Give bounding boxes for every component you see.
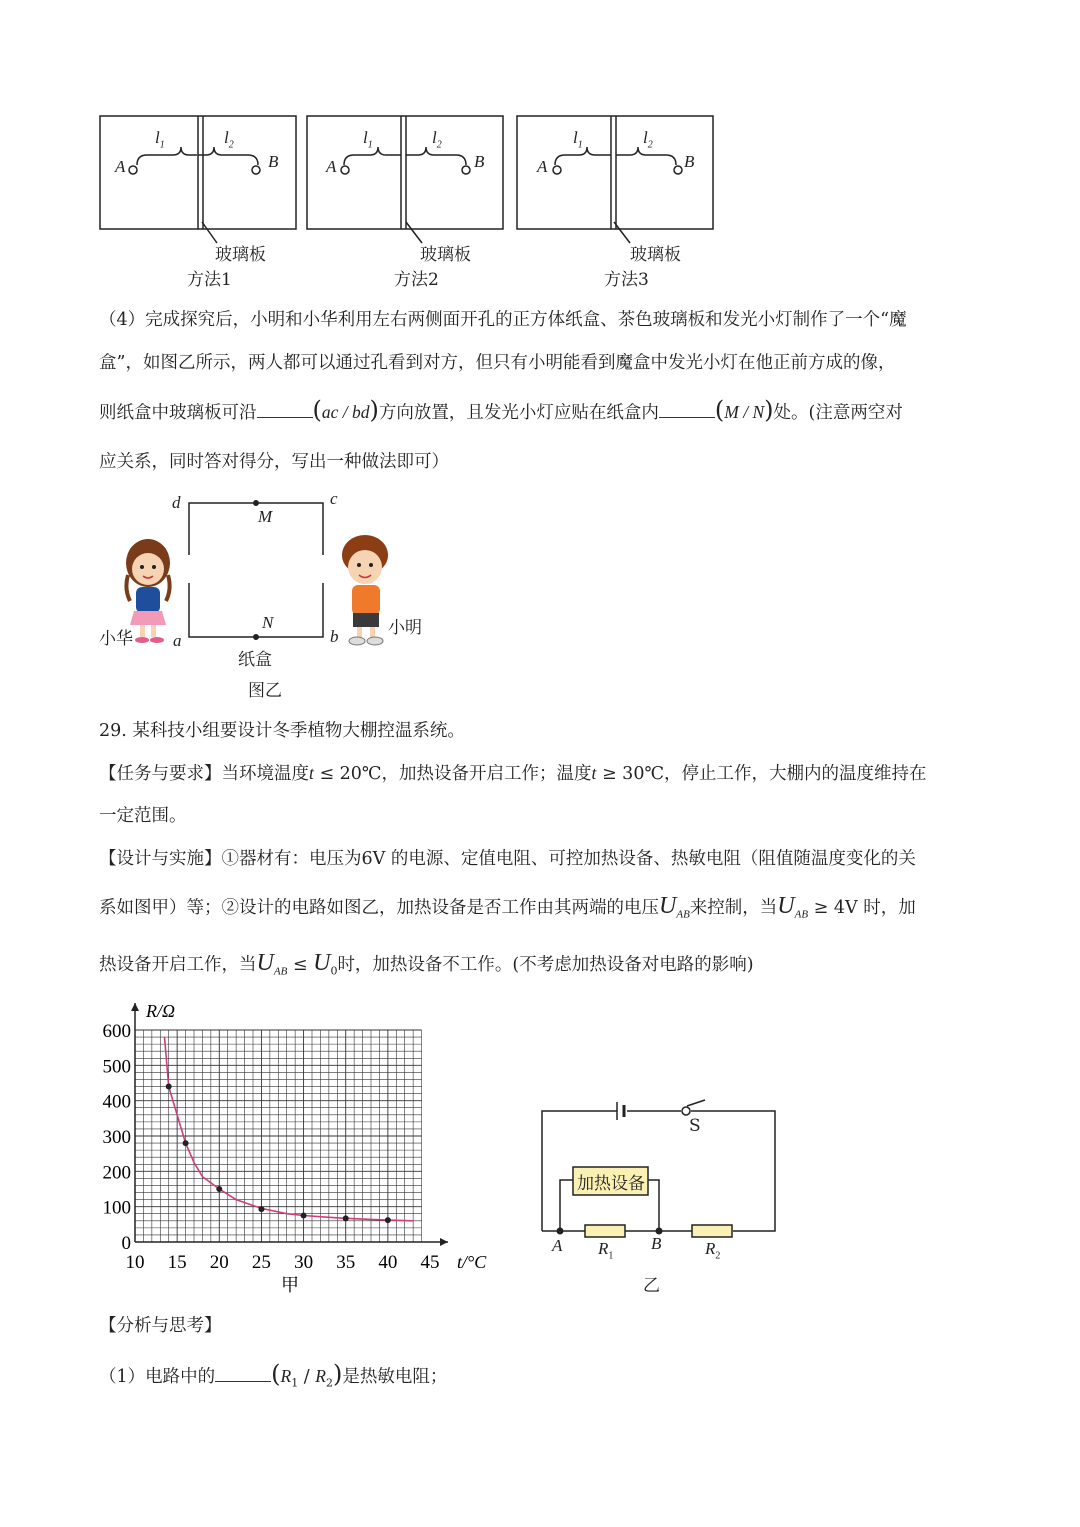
girl-label: 小华 <box>99 629 133 649</box>
boy-label: 小明 <box>388 618 422 638</box>
q4-line3: 则纸盒中玻璃板可沿 (ac / bd)方向放置，且发光小灯应贴在纸盒内 (M / N)处。(注意两空对 <box>99 396 903 424</box>
chart-caption: 甲 <box>281 1275 299 1295</box>
point-n-dot <box>253 634 259 640</box>
switch-label: S <box>689 1116 701 1136</box>
method2-box <box>307 116 503 229</box>
analysis-q1: （1）电路中的 $(R_1 / R_2)$是热敏电阻； <box>99 1360 448 1390</box>
figure-yi-caption: 图乙 <box>248 681 282 701</box>
blank-3[interactable] <box>215 1367 271 1382</box>
r2-label: $R_2$ <box>705 1239 721 1262</box>
method1-l1: $l_1$ <box>155 128 165 151</box>
y-tick-label: 100 <box>102 1197 131 1219</box>
x-tick-label: 35 <box>336 1252 356 1273</box>
data-point <box>166 1084 172 1090</box>
method1-caption: 方法1 <box>187 270 232 290</box>
corner-b: b <box>330 627 339 646</box>
x-tick-label: 15 <box>167 1252 187 1273</box>
y-axis-arrow <box>131 1003 139 1011</box>
x-axis-label: t/°C <box>457 1252 487 1272</box>
r1-resistor <box>585 1225 625 1237</box>
q29-design-line3: 热设备开启工作，当$U_{AB} \le U_0$时，加热设备不工作。(不考虑加热设备对电路的影响) <box>99 950 754 978</box>
node-a-dot <box>557 1228 564 1235</box>
y-axis-label: R/Ω <box>146 1001 176 1021</box>
data-point <box>258 1206 264 1212</box>
q4-line2: 盒”，如图乙所示，两人都可以通过孔看到对方，但只有小明能看到魔盒中发光小灯在他正前方成的像， <box>99 353 896 373</box>
data-point <box>343 1215 349 1221</box>
data-point <box>385 1217 391 1223</box>
method2-l2: $l_2$ <box>432 128 442 151</box>
blank-2[interactable] <box>659 403 715 418</box>
x-tick-label: 20 <box>209 1252 229 1273</box>
option-ac-bd: ac / bd <box>321 402 370 422</box>
method3-caption: 方法3 <box>604 270 649 290</box>
point-m: M <box>258 507 273 526</box>
x-tick-label: 40 <box>378 1252 398 1273</box>
method2-point-b: B <box>474 152 485 171</box>
y-tick-label: 0 <box>121 1233 131 1254</box>
q4-line4: 应关系，同时答对得分，写出一种做法即可） <box>99 452 449 472</box>
q29-task-line2: 一定范围。 <box>99 806 187 826</box>
blank-1[interactable] <box>257 403 313 418</box>
method2-glass-label: 玻璃板 <box>420 245 471 265</box>
y-tick-label: 400 <box>102 1091 131 1113</box>
corner-d: d <box>172 493 181 512</box>
method1-l2: $l_2$ <box>224 128 234 151</box>
method2-l1: $l_1$ <box>363 128 373 151</box>
x-tick-label: 45 <box>420 1252 440 1273</box>
x-tick-label: 30 <box>294 1252 314 1273</box>
data-point <box>301 1213 307 1219</box>
heater-label: 加热设备 <box>577 1174 645 1194</box>
switch-contact <box>682 1107 690 1115</box>
magic-box-figure <box>115 495 435 665</box>
boy-figure <box>342 535 388 645</box>
point-m-dot <box>253 500 259 506</box>
circuit-caption: 乙 <box>643 1276 660 1296</box>
method2-caption: 方法2 <box>394 270 439 290</box>
method3-glass-label: 玻璃板 <box>630 245 681 265</box>
x-tick-label: 10 <box>125 1252 145 1273</box>
q4-line1: （4）完成探究后，小明和小华利用左右两侧面开孔的正方体纸盒、茶色玻璃板和发光小灯制作了一个“魔 <box>99 310 907 330</box>
data-point <box>216 1186 222 1192</box>
q29-design-line2: 系如图甲）等；②设计的电路如图乙，加热设备是否工作由其两端的电压$U_{AB}$来控制，当$U_{AB} \ge 4V$ 时，加 <box>99 893 916 921</box>
x-axis-arrow <box>440 1238 448 1246</box>
y-tick-label: 500 <box>102 1056 131 1078</box>
y-tick-label: 600 <box>102 1021 131 1042</box>
r2-resistor <box>692 1225 732 1237</box>
method3-l1: $l_1$ <box>573 128 583 151</box>
q29-title: 29. 某科技小组要设计冬季植物大棚控温系统。 <box>99 721 465 741</box>
method3-point-a: A <box>537 157 548 176</box>
method3-l2: $l_2$ <box>643 128 653 151</box>
method1-point-b: B <box>268 152 279 171</box>
method1-glass-label: 玻璃板 <box>215 245 266 265</box>
analysis-head: 【分析与思考】 <box>99 1316 222 1336</box>
corner-c: c <box>330 489 338 508</box>
method2-point-a: A <box>326 157 337 176</box>
node-a-label: A <box>552 1236 563 1255</box>
box-label: 纸盒 <box>238 650 272 670</box>
y-tick-label: 300 <box>102 1127 131 1148</box>
corner-a: a <box>173 631 182 650</box>
q29-task-line1: 【任务与要求】当环境温度t ≤ 20℃，加热设备开启工作；温度t ≥ 30℃，停止工作，大棚内的温度维持在 <box>99 763 927 784</box>
x-tick-label: 25 <box>251 1252 271 1273</box>
y-tick-label: 200 <box>102 1162 131 1184</box>
node-b-label: B <box>651 1234 662 1253</box>
r1-label: $R_1$ <box>598 1239 614 1262</box>
data-point <box>183 1140 189 1146</box>
point-n: N <box>262 613 274 632</box>
option-m-n: M / N <box>724 402 765 422</box>
method1-point-a: A <box>115 157 126 176</box>
circuit-figure <box>535 1090 785 1300</box>
resistance-temperature-chart <box>90 995 510 1300</box>
q29-design-line1: 【设计与实施】①器材有：电压为6V 的电源、定值电阻、可控加热设备、热敏电阻（阻值随温度变化的关 <box>99 849 916 869</box>
method3-point-b: B <box>684 152 695 171</box>
